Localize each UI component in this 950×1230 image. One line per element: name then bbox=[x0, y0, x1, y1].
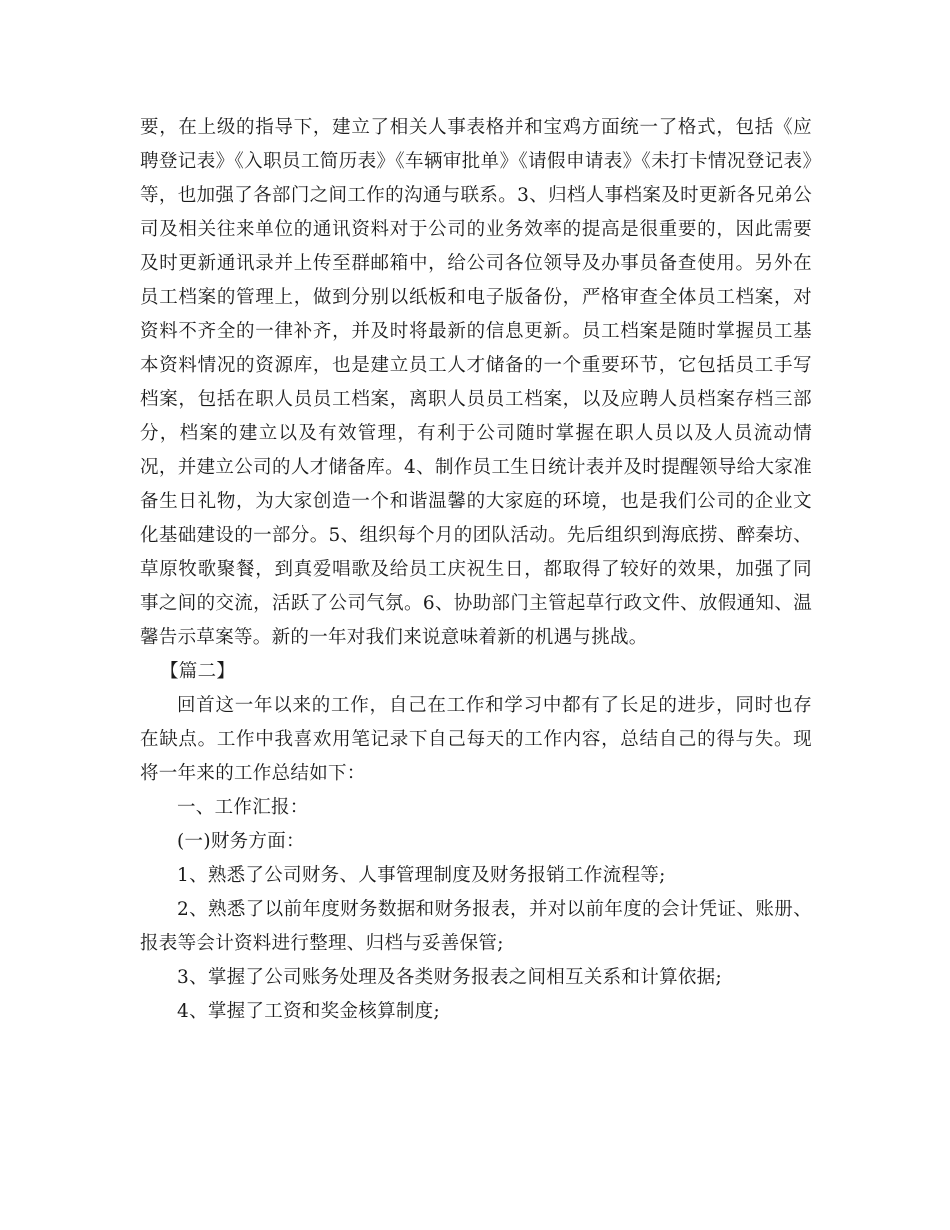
intro-paragraph: 回首这一年以来的工作，自己在工作和学习中都有了长足的进步，同时也存在缺点。工作中我喜欢用笔记录下自己每天的工作内容，总结自己的得与失。现将一年来的工作总结如下： bbox=[140, 695, 812, 784]
list-item-2: 2、熟悉了以前年度财务数据和财务报表，并对以前年度的会计凭证、账册、报表等会计资料进行整理、归档与妥善保管; bbox=[140, 899, 812, 954]
list-item-4: 4、掌握了工资和奖金核算制度; bbox=[177, 1001, 441, 1022]
list-item-1: 1、熟悉了公司财务、人事管理制度及财务报销工作流程等; bbox=[177, 865, 666, 886]
list-item-3: 3、掌握了公司账务处理及各类财务报表之间相互关系和计算依据; bbox=[177, 967, 723, 988]
work-report-heading: 一、工作汇报： bbox=[177, 797, 309, 818]
section-heading-part-two: 【篇二】 bbox=[160, 661, 236, 682]
finance-subheading: (一)财务方面： bbox=[177, 831, 305, 852]
body-paragraph-continuation: 要，在上级的指导下，建立了相关人事表格并和宝鸡方面统一了格式，包括《应聘登记表》《入职员工简历表》《车辆审批单》《请假申请表》《未打卡情况登记表》等，也加强了各部门之间工作的沟通与联系。3、归档人事档案及时更新各兄弟公司及相关往来单位的通讯资料对于公司的业务效率的提高是很重要的，因此需要及时更新通讯录并上传至群邮箱中，给公司各位领导及办事员备查使用。另外在员工档案的管理上，做到分别以纸板和电子版备份，严格审查全体员工档案，对资料不齐全的一律补齐，并及时将最新的信息更新。员工档案是随时掌握员工基本资料情况的资源库，也是建立员工人才储备的一个重要环节，它包括员工手写档案，包括在职人员员工档案，离职人员员工档案，以及应聘人员档案存档三部分，档案的建立以及有效管理，有利于公司随时掌握在职人员以及人员流动情况，并建立公司的人才储备库。4、制作员工生日统计表并及时提醒领导给大家准备生日礼物，为大家创造一个和谐温馨的大家庭的环境，也是我们公司的企业文化基础建设的一部分。5、组织每个月的团队活动。先后组织到海底捞、醉秦坊、草原牧歌聚餐，到真爱唱歌及给员工庆祝生日，都取得了较好的效果，加强了同事之间的交流，活跃了公司气氛。6、协助部门主管起草行政文件、放假通知、温馨告示草案等。新的一年对我们来说意味着新的机遇与挑战。 bbox=[140, 117, 812, 648]
document-page bbox=[140, 111, 812, 1029]
